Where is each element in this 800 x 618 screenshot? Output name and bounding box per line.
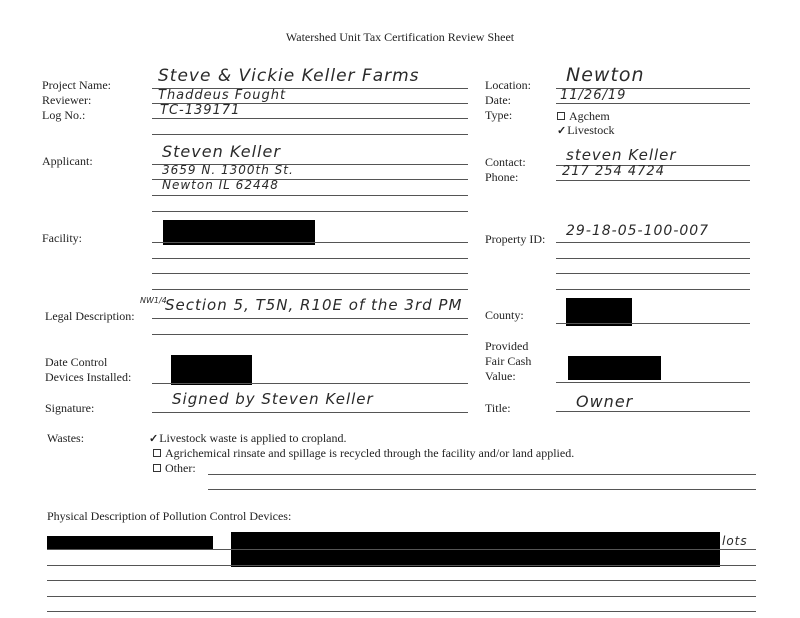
applicant-address-1-value[interactable]: 3659 N. 1300th St. xyxy=(162,163,294,177)
log-no-label: Log No.: xyxy=(42,108,86,122)
location-value[interactable]: Newton xyxy=(566,64,645,86)
title-value[interactable]: Owner xyxy=(576,392,634,411)
provided-label: Provided xyxy=(485,339,529,353)
date-label: Date: xyxy=(485,93,511,107)
applicant-address-2-value[interactable]: Newton IL 62448 xyxy=(162,178,279,192)
title-label: Title: xyxy=(485,401,511,415)
phone-line xyxy=(556,180,750,181)
legal-description-value[interactable]: Section 5, T5N, R10E of the 3rd PM xyxy=(165,296,463,314)
applicant-name-value[interactable]: Steven Keller xyxy=(162,142,281,161)
facility-line-3 xyxy=(152,273,468,274)
wastes-other-line-2 xyxy=(208,489,756,490)
facility-label: Facility: xyxy=(42,231,82,245)
wastes-option-agrichemical[interactable] xyxy=(153,446,574,461)
date-line xyxy=(556,103,750,104)
phone-value[interactable]: 217 254 4724 xyxy=(562,164,665,179)
signature-label: Signature: xyxy=(45,401,95,415)
facility-line-2 xyxy=(152,258,468,259)
property-id-line-3 xyxy=(556,273,750,274)
wastes-option-agrichemical-label: Agrichemical rinsate and spillage is recycled through the facility and/or land applied. xyxy=(165,446,575,460)
legal-line-2 xyxy=(152,334,468,335)
type-label: Type: xyxy=(485,108,513,122)
wastes-label: Wastes: xyxy=(47,431,85,445)
fair-cash-line xyxy=(556,382,750,383)
type-option-livestock-label: Livestock xyxy=(567,123,615,137)
physical-line-5 xyxy=(47,611,756,612)
type-option-agchem[interactable] xyxy=(557,109,610,124)
physical-line-1 xyxy=(47,549,756,550)
checkmark-icon[interactable]: ✓ xyxy=(149,433,159,445)
county-redaction xyxy=(566,298,632,326)
property-id-line-4 xyxy=(556,289,750,290)
value-label: Value: xyxy=(485,369,516,383)
date-control-line xyxy=(152,383,468,384)
property-id-label: Property ID: xyxy=(485,232,546,246)
property-id-line-1 xyxy=(556,242,750,243)
legal-description-label: Legal Description: xyxy=(45,309,135,323)
wastes-option-livestock-label: Livestock waste is applied to cropland. xyxy=(159,431,347,445)
checkbox-icon[interactable] xyxy=(153,464,161,472)
property-id-line-2 xyxy=(556,258,750,259)
contact-label: Contact: xyxy=(485,155,526,169)
date-control-redaction xyxy=(171,355,252,385)
fair-cash-redaction xyxy=(568,356,661,380)
date-control-label-1: Date Control xyxy=(45,355,108,369)
phone-label: Phone: xyxy=(485,170,519,184)
physical-fragment-value[interactable]: lots xyxy=(722,534,748,548)
legal-prefix-value[interactable]: NW1/4 xyxy=(140,296,167,305)
type-option-agchem-label: Agchem xyxy=(569,109,610,123)
signature-value[interactable]: Signed by Steven Keller xyxy=(172,390,374,408)
contact-value[interactable]: steven Keller xyxy=(566,146,677,164)
date-value[interactable]: 11/26/19 xyxy=(560,88,627,103)
property-id-value[interactable]: 29-18-05-100-007 xyxy=(566,223,710,239)
checkmark-icon[interactable]: ✓ xyxy=(557,125,567,137)
physical-line-3 xyxy=(47,580,756,581)
signature-line xyxy=(152,412,468,413)
reviewer-value[interactable]: Thaddeus Fought xyxy=(158,88,287,103)
location-label: Location: xyxy=(485,78,531,92)
applicant-line-3 xyxy=(152,195,468,196)
wastes-option-other[interactable] xyxy=(153,461,196,476)
checkbox-icon[interactable] xyxy=(557,112,565,120)
fair-cash-label: Fair Cash xyxy=(485,354,532,368)
wastes-option-other-label: Other: xyxy=(165,461,196,475)
physical-redaction-1 xyxy=(47,536,213,550)
project-name-label: Project Name: xyxy=(42,78,111,92)
physical-description-label: Physical Description of Pollution Control Devices: xyxy=(47,509,292,523)
date-control-label-2: Devices Installed: xyxy=(45,370,132,384)
project-name-value[interactable]: Steve & Vickie Keller Farms xyxy=(158,66,420,86)
facility-line-1 xyxy=(152,242,468,243)
wastes-other-line-1 xyxy=(208,474,756,475)
type-option-livestock[interactable] xyxy=(557,123,615,138)
log-no-value[interactable]: TC-139171 xyxy=(160,103,241,118)
facility-line-4 xyxy=(152,289,468,290)
checkbox-icon[interactable] xyxy=(153,449,161,457)
county-label: County: xyxy=(485,308,524,322)
title-line xyxy=(556,411,750,412)
physical-line-2 xyxy=(47,565,756,566)
project-extra-line xyxy=(152,134,468,135)
reviewer-label: Reviewer: xyxy=(42,93,92,107)
log-no-line xyxy=(152,118,468,119)
county-line xyxy=(556,323,750,324)
legal-line-1 xyxy=(152,318,468,319)
page-title: Watershed Unit Tax Certification Review Sheet xyxy=(285,30,515,44)
wastes-option-livestock[interactable] xyxy=(149,431,347,446)
applicant-label: Applicant: xyxy=(42,154,93,168)
applicant-line-4 xyxy=(152,211,468,212)
physical-line-4 xyxy=(47,596,756,597)
